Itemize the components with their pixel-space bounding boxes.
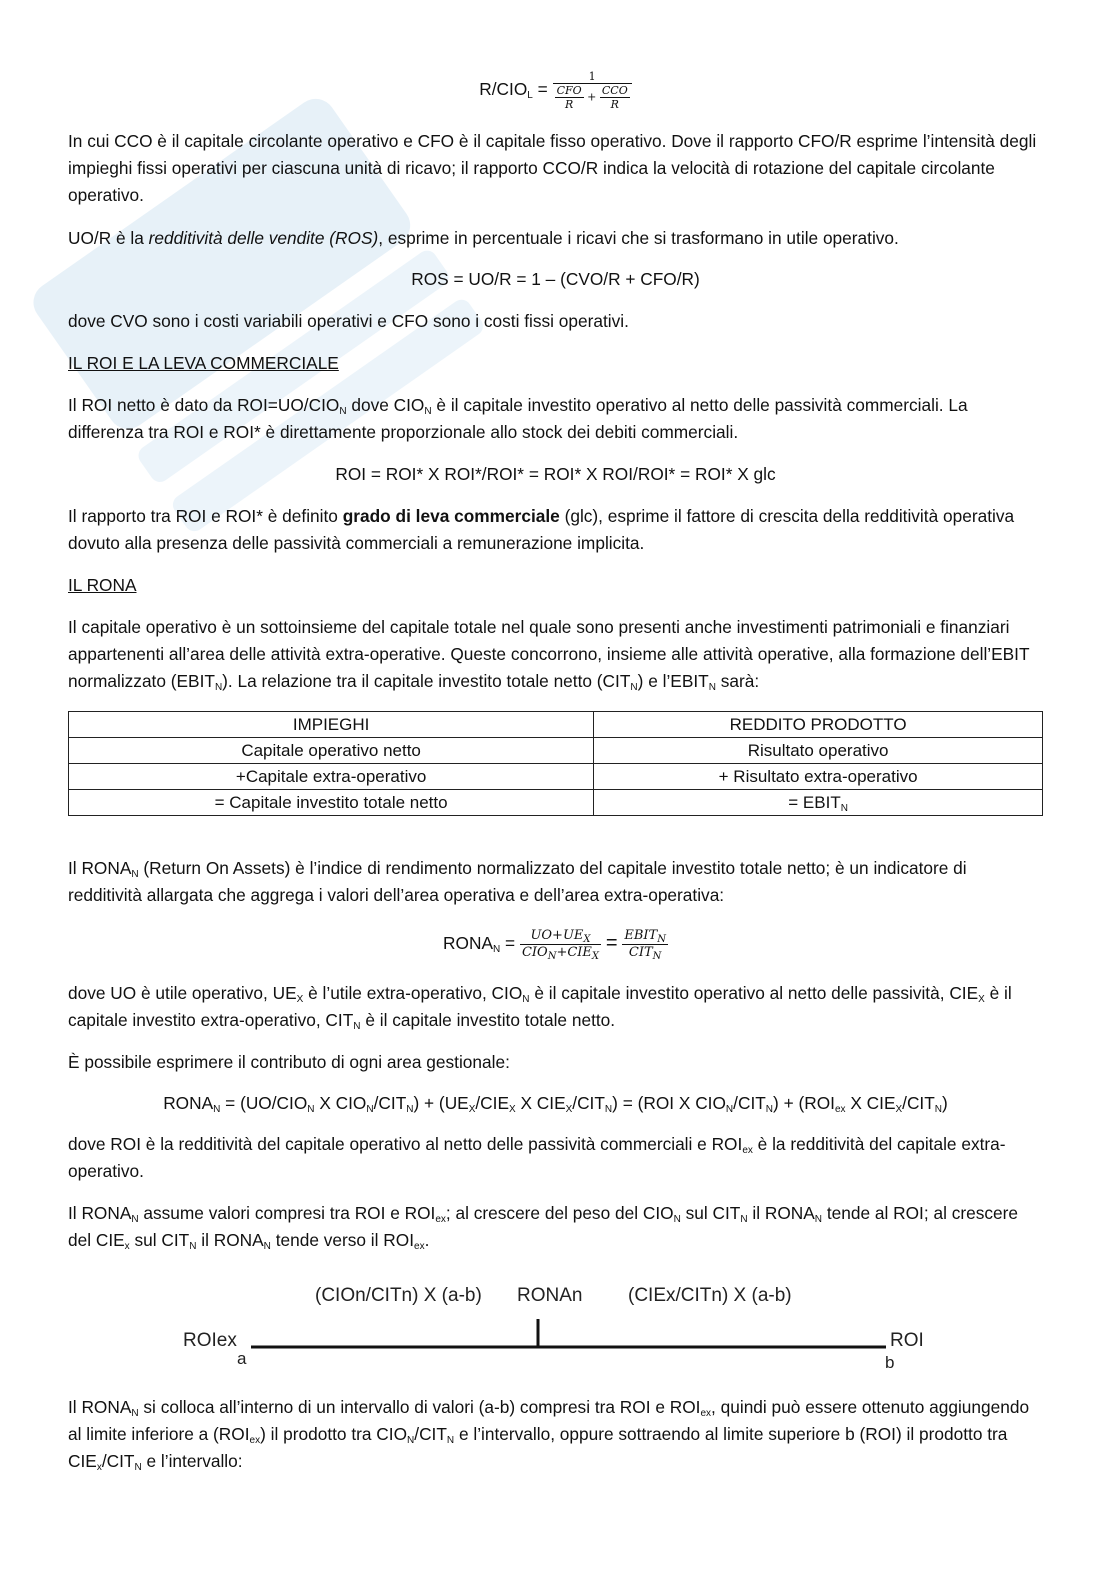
paragraph-ros: UO/R è la redditività delle vendite (ROS), esprime in percentuale i ricavi che si trasformano in utile operativo. bbox=[68, 228, 899, 248]
paragraph-rona-interval: Il $RONA_N$ si colloca all’interno di un intervallo di valori (a-b) compresi tra ROI e $ROI_{ex}$, quindi può essere ottenuto aggiungendo al limite inferiore a $(ROI_{ex})$ il prodotto tra $CIO_N/CIT_N$ e l’intervallo, oppure sottraendo al limite superiore b (ROI) il prodotto tra $CIE_x/CIT_N$ e l’intervallo: bbox=[68, 1397, 1030, 1473]
scale-letter-b: b bbox=[885, 1353, 895, 1372]
fraction: 1 $\frac{\text{CFO}}{R}$ + $\frac{\text{CCO}}{R}$ bbox=[553, 70, 632, 111]
table-row bbox=[69, 790, 1043, 816]
fraction: $\frac{UO+UE_X}{CIO_N+CIE_X}$ bbox=[521, 927, 600, 962]
scale-left-end: ROIex bbox=[183, 1330, 237, 1351]
table-cell: + Risultato extra-operativo bbox=[594, 764, 1043, 790]
paragraph-rona-definition: Il $RONA_N$ (Return On Assets) è l’indice di rendimento normalizzato del capitale investito totale netto; è un indicatore di redditività allargata che aggrega i valori dell’area operativa e dell’area extra-operativa: bbox=[68, 858, 967, 905]
formula-contributo: $RONA_N = (UO/CIO_N$ X $CIO_N/CIT_N) + (UE_X/CIE_X$ X $CIE_X/CIT_N) = (ROI$ X $CIO_N/CIT_N) + (ROI_{ex}$ X $CIE_X/CIT_N$) bbox=[163, 1093, 948, 1115]
table-header-cell: REDDITO PRODOTTO bbox=[594, 712, 1043, 738]
scale-line bbox=[0, 1275, 1116, 1385]
table-cell: = Capitale investito totale netto bbox=[69, 790, 594, 816]
paragraph-cvo: dove CVO sono i costi variabili operativi e CFO sono i costi fissi operativi. bbox=[68, 311, 629, 331]
table-cell: Capitale operativo netto bbox=[69, 738, 594, 764]
formula-rona: $RONA_N$ = $\frac{UO+UE_X}{CIO_N+CIE_X}$ = $\frac{EBIT_N}{CIT_N}$ bbox=[443, 927, 666, 962]
scale-label-cie: (CIEx/CITn) X (a-b) bbox=[628, 1285, 792, 1306]
table-header-row bbox=[69, 712, 1043, 738]
impieghi-reddito-table bbox=[68, 711, 1043, 816]
formula-ros: ROS = UO/R = 1 – (CVO/R + CFO/R) bbox=[411, 269, 700, 289]
paragraph-rona-range: Il $RONA_N$ assume valori compresi tra ROI e $ROI_{ex}$; al crescere del peso del $CIO_N$ sul $CIT_N$ il $RONA_N$ tende al ROI; al crescere del $CIE_x$ sul $CIT_N$ il $RONA_N$ tende verso il $ROI_{ex}$. bbox=[68, 1203, 1018, 1252]
table-header-cell: IMPIEGHI bbox=[69, 712, 594, 738]
scale-label-rona: RONAn bbox=[517, 1285, 583, 1306]
scale-right-end: ROI bbox=[890, 1330, 924, 1351]
formula-r-cio: $R/CIO_L$ = 1 $\frac{\text{CFO}}{R}$ + $\frac{\text{CCO}}{R}$ bbox=[68, 66, 1043, 112]
table-cell: = $EBIT_N$ bbox=[594, 790, 1043, 816]
paragraph-capitale-operativo: Il capitale operativo è un sottoinsieme del capitale totale nel quale sono presenti anche investimenti patrimoniali e finanziari appartenenti all’area delle attività extra-operative. Queste concorrono, insieme alle attività operative, alla formazione dell’EBIT normalizzato $(EBIT_N)$. La relazione tra il capitale investito totale netto $(CIT_N)$ e $l’EBIT_N$ sarà: bbox=[68, 617, 1030, 693]
table-row bbox=[69, 738, 1043, 764]
paragraph-uo-definitions: dove UO è utile operativo, $UE_X$ è l’utile extra-operativo, $CIO_N$ è il capitale investito operativo al netto delle passività, $CIE_X$ è il capitale investito extra-operativo, $CIT_N$ è il capitale investito totale netto. bbox=[68, 983, 1012, 1032]
table-cell: +Capitale extra-operativo bbox=[69, 764, 594, 790]
heading-rona: IL RONA bbox=[68, 575, 137, 595]
fraction: $\frac{EBIT_N}{CIT_N}$ bbox=[624, 927, 666, 962]
paragraph-contributo: È possibile esprimere il contributo di ogni area gestionale: bbox=[68, 1052, 510, 1072]
paragraph-glc: Il rapporto tra ROI e ROI* è definito grado di leva commerciale (glc), esprime il fattore di crescita della redditività operativa dovuto alla presenza delle passività commerciali a remunerazione implicita. bbox=[68, 506, 1015, 553]
formula-roi: ROI = ROI* X ROI*/ROI* = ROI* X ROI/ROI* = ROI* X glc bbox=[335, 464, 776, 484]
paragraph-roi-ex: dove ROI è la redditività del capitale operativo al netto delle passività commerciali e $ROI_{ex}$ è la redditività del capitale extra-operativo. bbox=[68, 1134, 1006, 1181]
table-row bbox=[69, 764, 1043, 790]
table-cell: Risultato operativo bbox=[594, 738, 1043, 764]
scale-label-cio: (CIOn/CITn) X (a-b) bbox=[315, 1285, 482, 1306]
rona-scale-diagram bbox=[0, 1275, 1116, 1385]
paragraph-cco-cfo: In cui CCO è il capitale circolante operativo e CFO è il capitale fisso operativo. Dove il rapporto CFO/R esprime l’intensità degli impieghi fissi operativi per ciascuna unità di ricavo; il rapporto CCO/R indica la velocità di rotazione del capitale circolante operativo. bbox=[68, 131, 1037, 205]
heading-roi-leva: IL ROI E LA LEVA COMMERCIALE bbox=[68, 353, 339, 373]
scale-letter-a: a bbox=[237, 1349, 247, 1368]
paragraph-roi-netto: Il ROI netto è dato da $ROI=UO/CIO_N$ dove $CIO_N$ è il capitale investito operativo al netto delle passività commerciali. La differenza tra ROI e ROI* è direttamente proporzionale allo stock dei debiti commerciali. bbox=[68, 395, 968, 442]
